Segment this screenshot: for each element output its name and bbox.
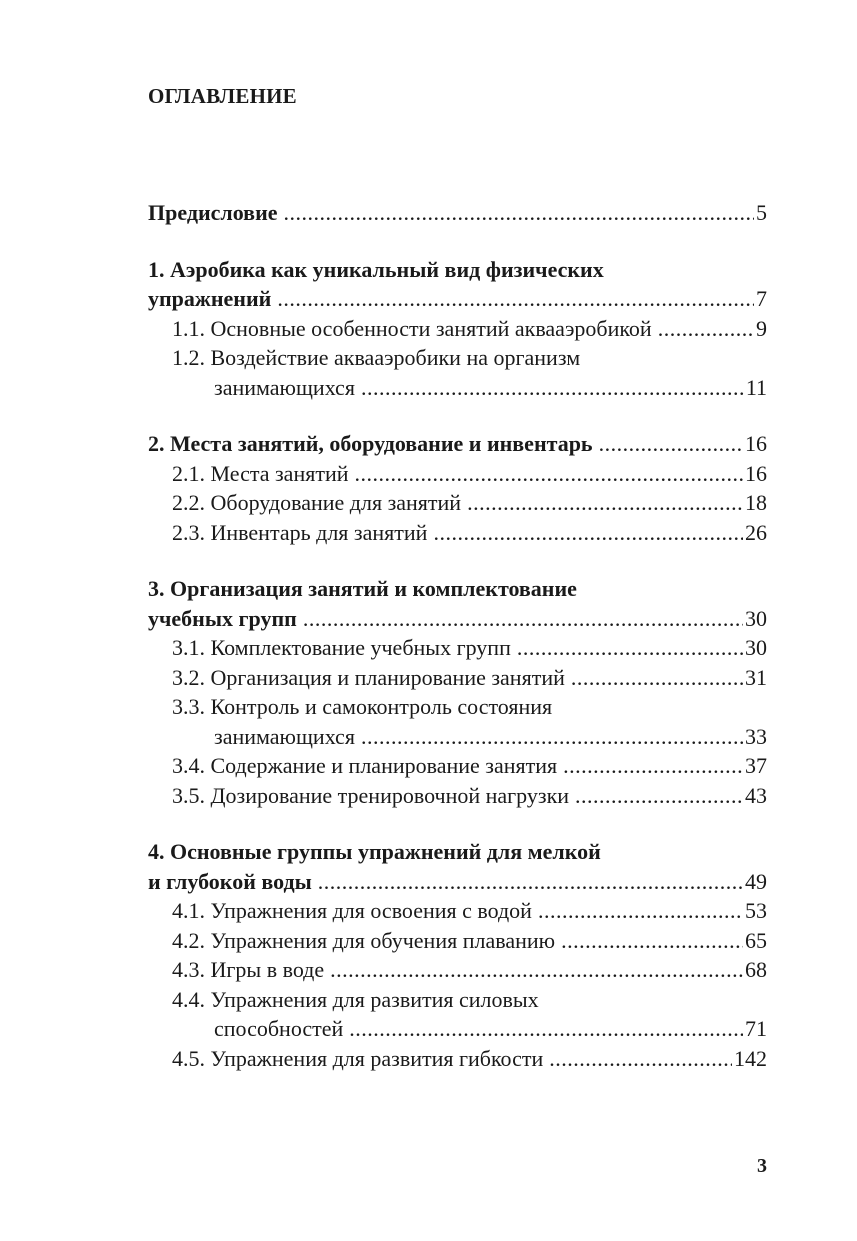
dot-leader [571, 663, 743, 693]
toc-entry-preface[interactable] [148, 198, 767, 228]
toc-entry-title: 1. Аэробика как уникальный вид физических [148, 256, 604, 282]
dot-leader [361, 722, 743, 752]
dot-leader [433, 518, 743, 548]
toc-page-number: 33 [745, 723, 767, 749]
toc-section-4-4-line1[interactable] [148, 985, 767, 1015]
toc-section-4-1[interactable] [148, 896, 767, 926]
toc-entry-title: способностей [214, 1016, 344, 1041]
toc-chapter-2[interactable] [148, 429, 767, 459]
dot-leader [284, 198, 754, 228]
dot-leader [330, 955, 743, 985]
toc-entry-title: 1.2. Воздействие аквааэробики на организм [172, 345, 581, 370]
toc-chapter-1-line2[interactable] [148, 284, 767, 314]
toc-page-number: 37 [745, 753, 767, 778]
toc-page-number: 31 [745, 664, 767, 690]
dot-leader [467, 488, 743, 518]
toc-entry-title: 3.2. Организация и планирование занятий [172, 664, 565, 690]
dot-leader [318, 867, 743, 897]
toc-section-2-2[interactable] [148, 488, 767, 518]
toc-section-3-2[interactable] [148, 663, 767, 693]
toc-entry-title: 3.1. Комплектование учебных групп [172, 635, 511, 660]
toc-page-number: 49 [745, 868, 767, 894]
toc-page-number: 26 [745, 519, 767, 545]
toc-entry-title: 4.1. Упражнения для освоения с водой [172, 898, 532, 923]
toc-section-3-4[interactable] [148, 751, 767, 781]
toc-entry-title: 2.3. Инвентарь для занятий [172, 519, 428, 545]
page-title: ОГЛАВЛЕНИЕ [148, 84, 297, 108]
table-of-contents [148, 198, 767, 1073]
toc-entry-title: 3. Организация занятий и комплектование [148, 576, 577, 601]
toc-entry-title: 4.4. Упражнения для развития силовых [172, 986, 539, 1012]
toc-page-number: 30 [745, 635, 767, 660]
dot-leader [538, 896, 743, 926]
toc-entry-title: 3.5. Дозирование тренировочной нагрузки [172, 782, 570, 808]
toc-page-number: 7 [756, 286, 767, 311]
toc-entry-title: учебных групп [148, 605, 297, 631]
toc-entry-title: 4.2. Упражнения для обучения плаванию [172, 927, 556, 953]
toc-page-number: 18 [745, 490, 767, 515]
toc-chapter-4-line1[interactable] [148, 837, 767, 867]
toc-entry-title: 4.5. Упражнения для развития гибкости [172, 1045, 544, 1071]
toc-section-2-3[interactable] [148, 518, 767, 548]
dot-leader [355, 459, 743, 489]
toc-page-number: 68 [745, 957, 767, 982]
toc-section-4-4-line2[interactable] [148, 1014, 767, 1044]
toc-page-number: 53 [745, 898, 767, 923]
toc-entry-title: и глубокой воды [148, 868, 312, 894]
toc-entry-title: 2.1. Места занятий [172, 460, 349, 486]
dot-leader [517, 633, 743, 663]
toc-page-number: 9 [756, 315, 767, 341]
toc-page-number: 142 [734, 1045, 767, 1071]
toc-section-1-1[interactable] [148, 314, 767, 344]
toc-entry-title: 1.1. Основные особенности занятий аквааэробикой [172, 315, 652, 341]
toc-page-number: 16 [745, 460, 767, 486]
toc-entry-title: 4.3. Игры в воде [172, 957, 325, 982]
toc-entry-title: Предисловие [148, 200, 278, 225]
toc-entry-title: 2.2. Оборудование для занятий [172, 490, 462, 515]
toc-page-number: 30 [745, 605, 767, 631]
dot-leader [549, 1044, 732, 1074]
toc-section-2-1[interactable] [148, 459, 767, 489]
toc-section-4-2[interactable] [148, 926, 767, 956]
dot-leader [599, 429, 743, 459]
toc-page-number: 65 [745, 927, 767, 953]
toc-chapter-3-line2[interactable] [148, 604, 767, 634]
dot-leader [277, 284, 754, 314]
toc-entry-title: 4. Основные группы упражнений для мелкой [148, 839, 601, 864]
toc-entry-title: упражнений [148, 286, 272, 311]
toc-section-3-3-line1[interactable] [148, 692, 767, 722]
toc-entry-title: 3.4. Содержание и планирование занятия [172, 753, 558, 778]
toc-chapter-3-line1[interactable] [148, 574, 767, 604]
dot-leader [561, 926, 743, 956]
toc-page-number: 16 [745, 431, 767, 456]
toc-section-3-1[interactable] [148, 633, 767, 663]
dot-leader [575, 781, 743, 811]
toc-section-4-3[interactable] [148, 955, 767, 985]
dot-leader [303, 604, 743, 634]
toc-section-3-3-line2[interactable] [148, 722, 767, 752]
dot-leader [349, 1014, 743, 1044]
page-number: 3 [757, 1155, 767, 1177]
dot-leader [361, 373, 744, 403]
dot-leader [658, 314, 754, 344]
toc-page-number: 71 [745, 1016, 767, 1041]
toc-chapter-1-line1[interactable] [148, 255, 767, 285]
toc-section-4-5[interactable] [148, 1044, 767, 1074]
dot-leader [563, 751, 743, 781]
toc-entry-title: 3.3. Контроль и самоконтроль состояния [172, 694, 553, 719]
toc-section-3-5[interactable] [148, 781, 767, 811]
toc-section-1-2-line2[interactable] [148, 373, 767, 403]
toc-page-number: 43 [745, 782, 767, 808]
toc-entry-title: занимающихся [214, 723, 355, 749]
toc-chapter-4-line2[interactable] [148, 867, 767, 897]
toc-page-number: 5 [756, 200, 767, 225]
toc-page-number: 11 [745, 374, 767, 400]
toc-section-1-2-line1[interactable] [148, 343, 767, 373]
toc-entry-title: 2. Места занятий, оборудование и инвентарь [148, 431, 593, 456]
toc-entry-title: занимающихся [214, 374, 355, 400]
